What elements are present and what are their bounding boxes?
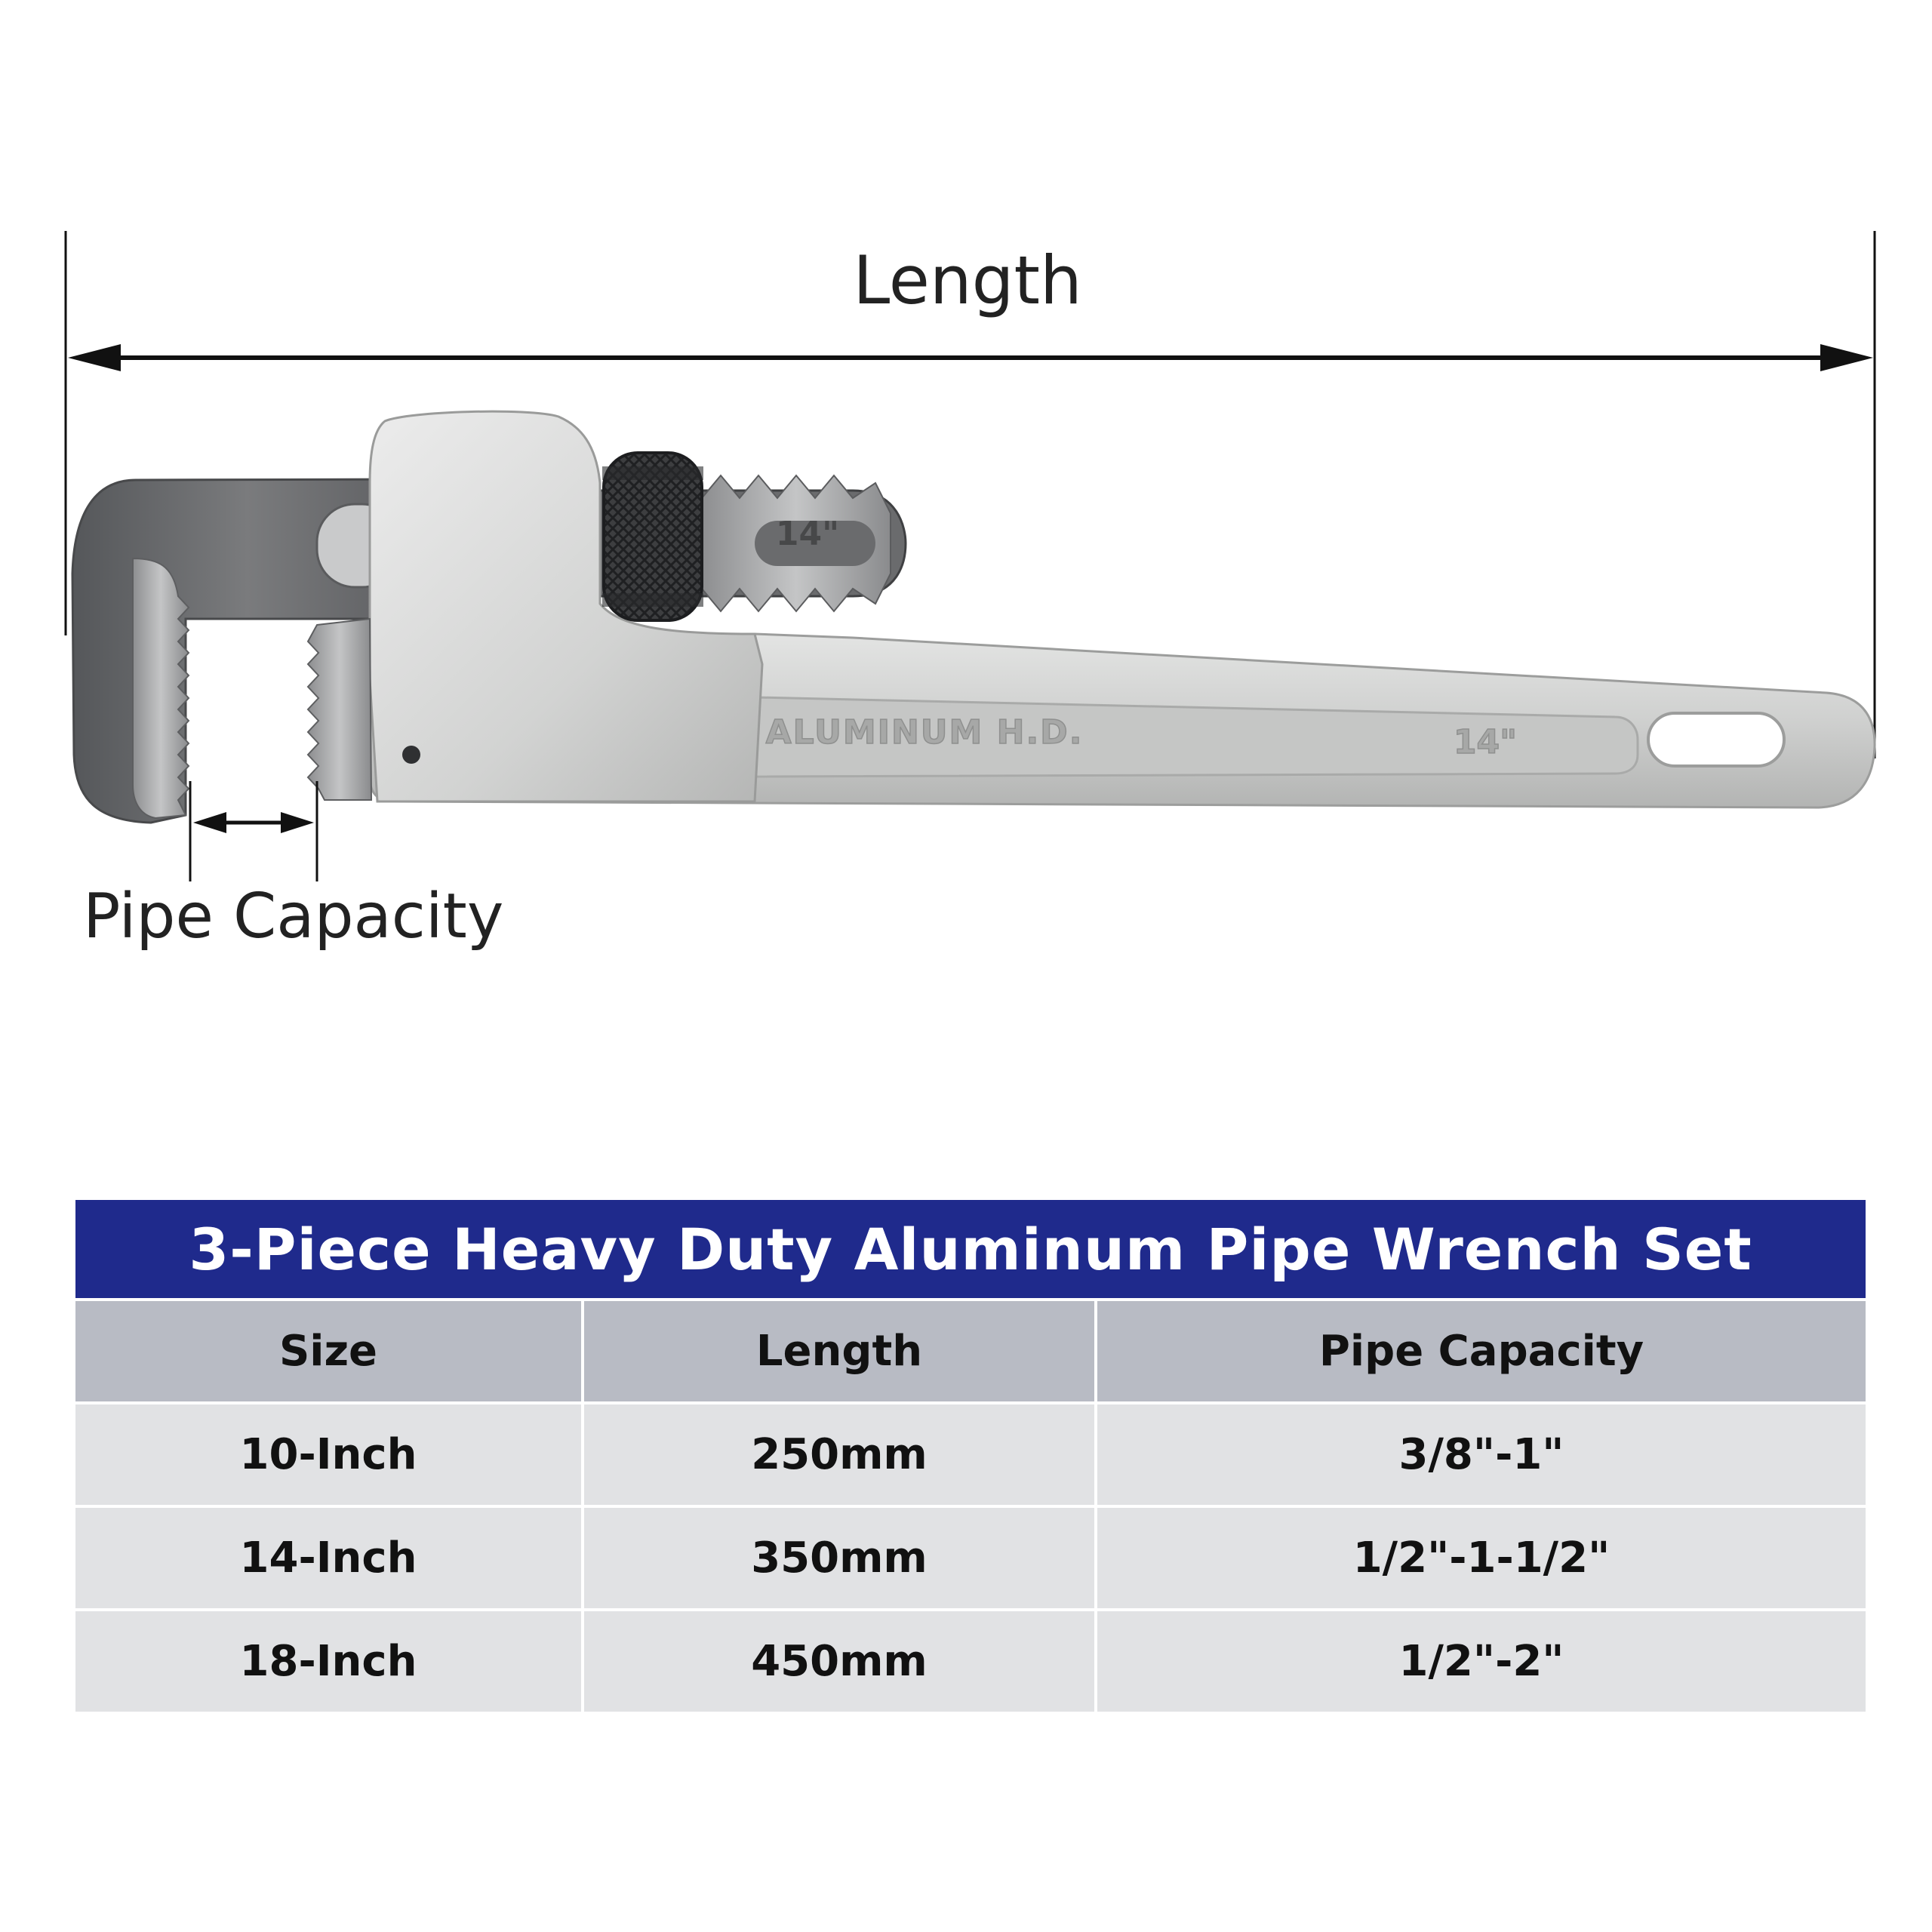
length-label: Length [853, 242, 1082, 319]
handle-size-stamp: 14" [1453, 723, 1518, 761]
cell-length: 450mm [584, 1608, 1097, 1712]
cell-pipe-capacity: 1/2"-2" [1097, 1608, 1866, 1712]
header-pipe-capacity: Pipe Capacity [1097, 1298, 1866, 1401]
handle-brand-stamp: ALUMINUM H.D. [765, 713, 1084, 752]
cell-pipe-capacity: 3/8"-1" [1097, 1401, 1866, 1505]
heel-jaw [308, 619, 371, 800]
capacity-arrow-right [281, 812, 314, 833]
cell-size: 10-Inch [75, 1401, 584, 1505]
table-row [75, 1608, 1866, 1712]
cell-length: 250mm [584, 1401, 1097, 1505]
table-row [75, 1505, 1866, 1608]
header-size: Size [75, 1298, 584, 1401]
cell-size: 14-Inch [75, 1505, 584, 1608]
table-title: 3-Piece Heavy Duty Aluminum Pipe Wrench Set [75, 1200, 1866, 1298]
housing-rivet [402, 746, 420, 764]
capacity-label: Pipe Capacity [83, 881, 504, 952]
pipe-wrench [72, 411, 1875, 823]
cell-size: 18-Inch [75, 1608, 584, 1712]
handle-hang-hole [1648, 713, 1784, 766]
table-row [75, 1401, 1866, 1505]
spec-table [75, 1200, 1866, 1712]
header-length: Length [584, 1298, 1097, 1401]
hook-size-stamp: 14" [775, 515, 840, 553]
length-arrow-left [68, 344, 121, 371]
length-arrow-right [1820, 344, 1873, 371]
capacity-arrow-left [193, 812, 226, 833]
cell-length: 350mm [584, 1505, 1097, 1608]
table-title-row [75, 1200, 1866, 1298]
table-header-row [75, 1298, 1866, 1401]
cell-pipe-capacity: 1/2"-1-1/2" [1097, 1505, 1866, 1608]
adjusting-nut [602, 453, 703, 620]
